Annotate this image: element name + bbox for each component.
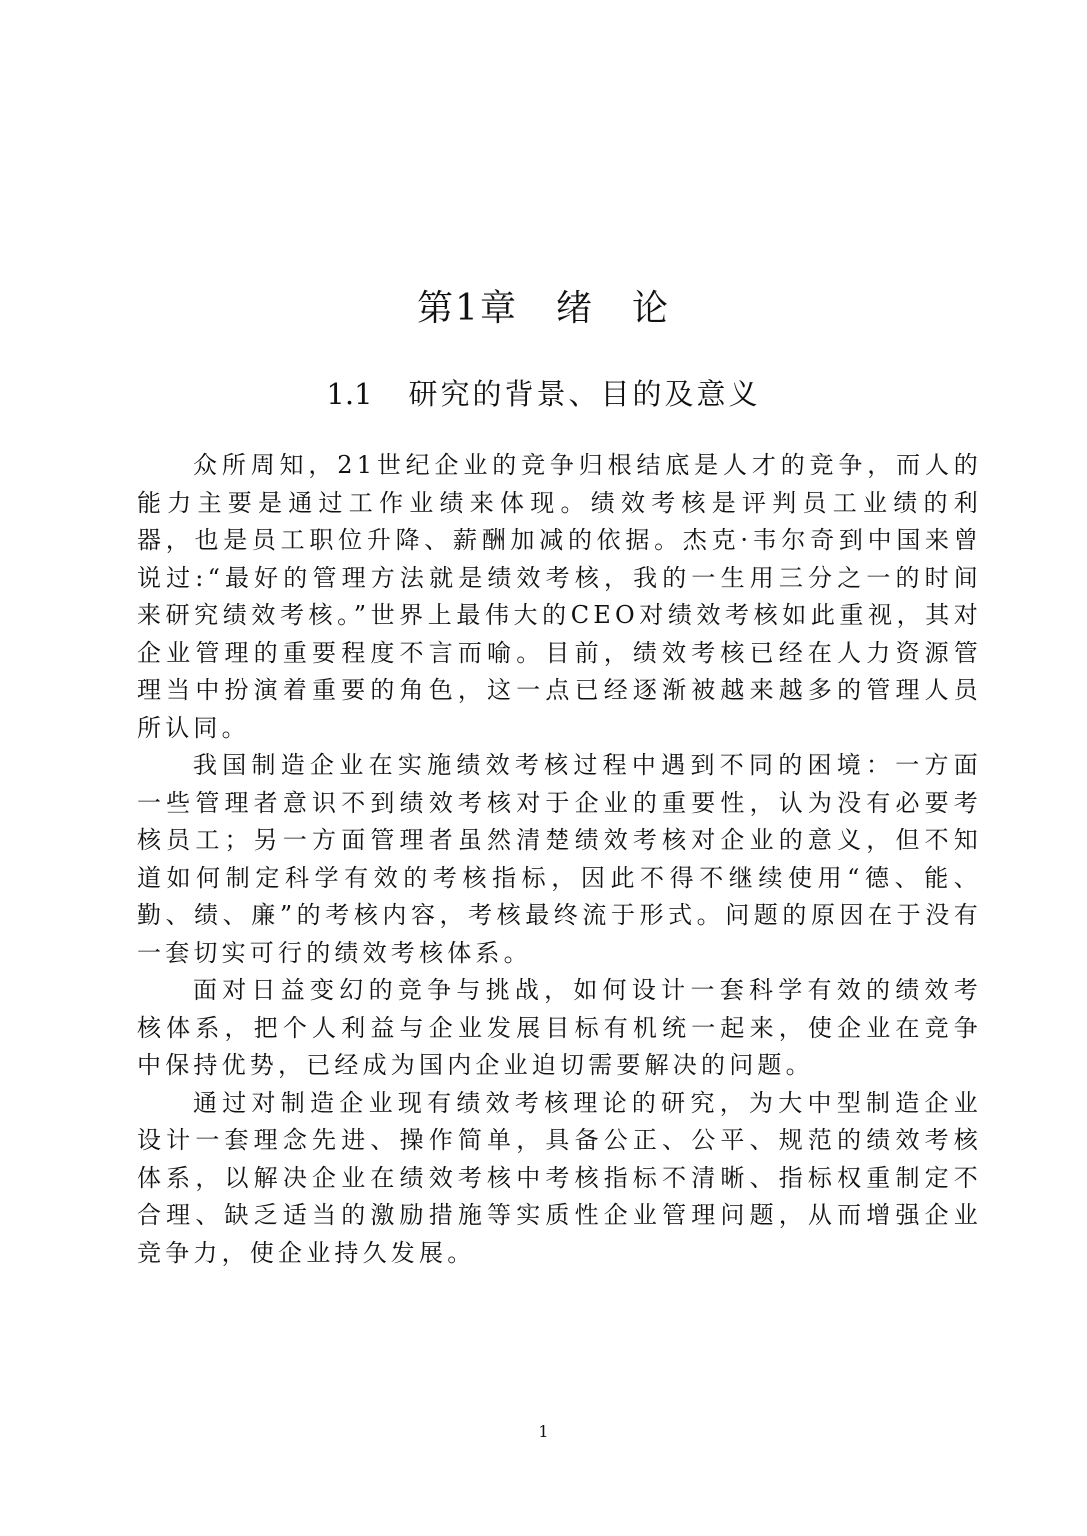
page-number: 1 [538, 1422, 549, 1441]
section-number: 1.1 [326, 377, 373, 411]
section-title: 研究的背景、目的及意义 [408, 377, 761, 411]
body-text [137, 447, 982, 1272]
paragraph: 众所周知，21世纪企业的竞争归根结底是人才的竞争，而人的能力主要是通过工作业绩来体现。绩效考核是评判员工业绩的利器，也是员工职位升降、薪酬加减的依据。杰克·韦尔奇到中国来曾说过:“最好的管理方法就是绩效考核，我的一生用三分之一的时间来研究绩效考核。”世界上最伟大的CEO对绩效考核如此重视，其对企业管理的重要程度不言而喻。目前，绩效考核已经在人力资源管理当中扮演着重要的角色，这一点已经逐渐被越来越多的管理人员所认同。 [137, 451, 982, 742]
section-heading [0, 372, 1087, 413]
paragraph: 我国制造企业在实施绩效考核过程中遇到不同的困境：一方面一些管理者意识不到绩效考核对于企业的重要性，认为没有必要考核员工；另一方面管理者虽然清楚绩效考核对企业的意义，但不知道如何制定科学有效的考核指标，因此不得不继续使用“德、能、勤、绩、廉”的考核内容，考核最终流于形式。问题的原因在于没有一套切实可行的绩效考核体系。 [137, 751, 982, 967]
paragraph: 通过对制造企业现有绩效考核理论的研究，为大中型制造企业设计一套理念先进、操作简单，具备公正、公平、规范的绩效考核体系，以解决企业在绩效考核中考核指标不清晰、指标权重制定不合理、缺乏适当的激励措施等实质性企业管理问题，从而增强企业竞争力，使企业持久发展。 [137, 1088, 982, 1267]
chapter-title: 第1章 绪 论 [417, 288, 670, 329]
paragraph: 面对日益变幻的竞争与挑战，如何设计一套科学有效的绩效考核体系，把个人利益与企业发展目标有机统一起来，使企业在竞争中保持优势，已经成为国内企业迫切需要解决的问题。 [137, 976, 982, 1079]
